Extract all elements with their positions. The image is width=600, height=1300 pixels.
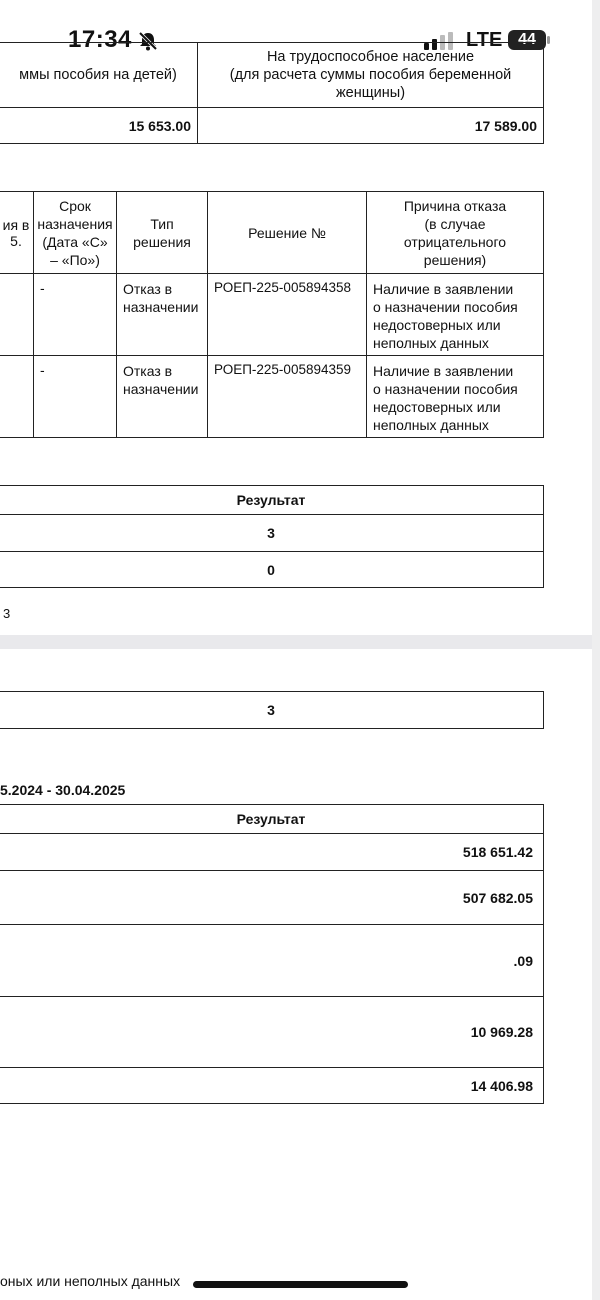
amount-value: 14 406.98 — [0, 1068, 544, 1104]
amount-value: .09 — [0, 925, 544, 997]
battery-icon: 44 — [508, 30, 546, 50]
page-separator — [0, 635, 600, 649]
decision-number: РОЕП-225-005894358 — [208, 274, 367, 356]
decision-type: Отказ в назначении — [117, 356, 208, 438]
decisions-header-4: Решение № — [208, 192, 367, 274]
benefit-amounts-table — [0, 42, 544, 144]
decisions-table — [0, 191, 544, 438]
col2-header: На трудоспособное население (для расчета суммы пособия беременной женщины) — [198, 43, 544, 108]
table-row — [0, 274, 544, 356]
bottom-text: оных или неполных данных — [0, 1273, 181, 1289]
table-row — [0, 356, 544, 438]
decision-term: - — [34, 274, 117, 356]
battery-tip — [547, 36, 550, 44]
decision-cell — [0, 274, 34, 356]
col2-value: 17 589.00 — [198, 108, 544, 144]
result-count-table — [0, 485, 544, 588]
footnote-number: 3 — [3, 606, 11, 621]
result-value: 3 — [0, 515, 544, 552]
amount-value: 518 651.42 — [0, 834, 544, 871]
refusal-reason: Наличие в заявлении о назначении пособия недостоверных или неполных данных — [367, 274, 544, 356]
network-label: LTE — [466, 29, 503, 51]
decision-number: РОЕП-225-005894359 — [208, 356, 367, 438]
decisions-header-5: Причина отказа (в случае отрицательного решения) — [367, 192, 544, 274]
status-time: 17:34 — [68, 26, 132, 53]
decisions-header-2: Срок назначения (Дата «С» – «По») — [34, 192, 117, 274]
decisions-header-1: ия в 5. — [0, 192, 34, 274]
amounts-header: Результат — [0, 805, 544, 834]
page-edge — [592, 0, 600, 1300]
decision-cell — [0, 356, 34, 438]
count-value: 3 — [0, 692, 544, 729]
decision-term: - — [34, 356, 117, 438]
col1-header: ммы пособия на детей) — [0, 43, 198, 108]
decisions-header-3: Тип решения — [117, 192, 208, 274]
home-indicator[interactable] — [193, 1281, 408, 1288]
result-header: Результат — [0, 486, 544, 515]
refusal-reason: Наличие в заявлении о назначении пособия недостоверных или неполных данных — [367, 356, 544, 438]
result-value: 0 — [0, 552, 544, 588]
amounts-result-table — [0, 804, 544, 1104]
count-table — [0, 691, 544, 729]
decision-type: Отказ в назначении — [117, 274, 208, 356]
amount-value: 10 969.28 — [0, 997, 544, 1068]
period-label: 5.2024 - 30.04.2025 — [0, 782, 126, 798]
amount-value: 507 682.05 — [0, 871, 544, 925]
col1-value: 15 653.00 — [0, 108, 198, 144]
